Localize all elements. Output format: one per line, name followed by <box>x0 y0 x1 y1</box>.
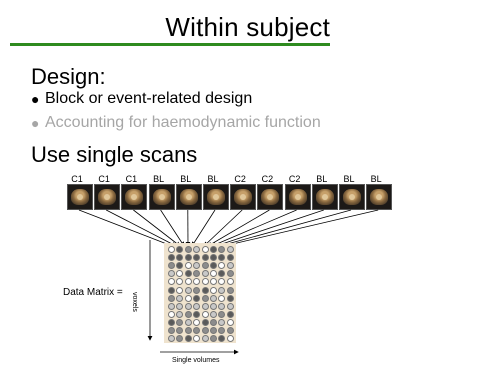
scan-to-matrix-arrow <box>212 210 297 246</box>
matrix-cell <box>210 270 217 277</box>
matrix-cell <box>210 254 217 261</box>
matrix-cell <box>193 311 200 318</box>
bullet-dot-icon: ● <box>31 91 40 107</box>
matrix-cell <box>210 262 217 269</box>
scan-to-matrix-arrow <box>220 210 351 246</box>
matrix-cell <box>218 303 225 310</box>
matrix-cell <box>210 311 217 318</box>
matrix-cell <box>185 262 192 269</box>
matrix-cell <box>176 287 183 294</box>
matrix-cell <box>185 246 192 253</box>
scan-label: C2 <box>261 174 274 184</box>
matrix-cell <box>176 246 183 253</box>
scan-label: BL <box>207 174 219 184</box>
matrix-cell <box>185 270 192 277</box>
matrix-cell <box>218 246 225 253</box>
matrix-cell <box>218 278 225 285</box>
matrix-cell <box>210 335 217 342</box>
matrix-cell <box>176 254 183 261</box>
matrix-cell <box>202 311 209 318</box>
matrix-cell <box>218 254 225 261</box>
matrix-cell <box>218 311 225 318</box>
matrix-cell <box>202 246 209 253</box>
matrix-cell <box>176 335 183 342</box>
matrix-cell <box>227 246 234 253</box>
scan-to-matrix-arrow <box>192 210 215 246</box>
matrix-cell <box>227 335 234 342</box>
bullet-text: Accounting for haemodynamic function <box>45 114 321 131</box>
matrix-cell <box>227 311 234 318</box>
single-volumes-axis-label: Single volumes <box>172 357 220 364</box>
matrix-cell <box>168 262 175 269</box>
matrix-cell <box>218 287 225 294</box>
data-matrix <box>164 243 236 343</box>
scan-to-matrix-arrow <box>224 210 378 246</box>
matrix-cell <box>202 327 209 334</box>
scan-to-matrix-arrow <box>216 210 324 246</box>
matrix-cell <box>210 246 217 253</box>
matrix-cell <box>210 295 217 302</box>
matrix-cell <box>227 270 234 277</box>
bullet-dot-icon: ● <box>31 115 40 131</box>
matrix-cell <box>168 327 175 334</box>
matrix-cell <box>210 287 217 294</box>
scan-label: BL <box>180 174 192 184</box>
voxels-axis-label: voxels <box>131 292 138 312</box>
matrix-cell <box>193 335 200 342</box>
bullet-text: Block or event-related design <box>45 90 253 107</box>
matrix-cell <box>202 254 209 261</box>
matrix-cell <box>202 287 209 294</box>
scan-to-matrix-arrow <box>161 210 184 246</box>
matrix-cell <box>218 319 225 326</box>
matrix-cell <box>218 335 225 342</box>
matrix-cell <box>185 254 192 261</box>
matrix-cell <box>193 327 200 334</box>
matrix-cell <box>227 327 234 334</box>
matrix-cell <box>168 311 175 318</box>
scan-label: BL <box>370 174 382 184</box>
matrix-cell <box>185 303 192 310</box>
matrix-cell <box>202 335 209 342</box>
scan-to-matrix-arrow <box>79 210 172 246</box>
scans-heading: Use single scans <box>31 142 198 167</box>
matrix-cell <box>227 287 234 294</box>
matrix-cell <box>168 246 175 253</box>
design-heading: Design: <box>31 64 106 89</box>
matrix-cell <box>168 319 175 326</box>
matrix-cell <box>176 319 183 326</box>
matrix-cell <box>227 262 234 269</box>
matrix-cell <box>185 335 192 342</box>
matrix-cell <box>193 262 200 269</box>
matrix-cell <box>168 303 175 310</box>
matrix-cell <box>193 287 200 294</box>
scan-to-matrix-arrow <box>106 210 176 246</box>
matrix-cell <box>185 311 192 318</box>
matrix-cell <box>176 262 183 269</box>
matrix-cell <box>193 246 200 253</box>
matrix-cell <box>202 319 209 326</box>
matrix-cell <box>202 262 209 269</box>
matrix-cell <box>210 303 217 310</box>
matrix-cell <box>202 295 209 302</box>
matrix-cell <box>193 319 200 326</box>
matrix-cell <box>176 295 183 302</box>
scan-label: C1 <box>125 174 138 184</box>
matrix-cell <box>176 303 183 310</box>
scan-to-matrix-arrow <box>204 210 242 246</box>
matrix-cell <box>185 287 192 294</box>
scan-label: BL <box>343 174 355 184</box>
matrix-cell <box>210 319 217 326</box>
matrix-cell <box>218 327 225 334</box>
matrix-cell <box>168 295 175 302</box>
matrix-cell <box>202 303 209 310</box>
matrix-cell <box>202 270 209 277</box>
matrix-cell <box>176 278 183 285</box>
matrix-cell <box>210 327 217 334</box>
matrix-cell <box>227 278 234 285</box>
matrix-cell <box>193 278 200 285</box>
matrix-cell <box>185 295 192 302</box>
matrix-cell <box>176 270 183 277</box>
scan-label: C2 <box>234 174 246 184</box>
matrix-cell <box>185 327 192 334</box>
slide-title: Within subject <box>165 12 330 42</box>
matrix-cell <box>193 295 200 302</box>
matrix-cell <box>168 278 175 285</box>
scan-label: C2 <box>288 174 301 184</box>
data-matrix-label: Data Matrix = <box>63 287 123 298</box>
matrix-cell <box>193 303 200 310</box>
matrix-cell <box>227 295 234 302</box>
matrix-cell <box>227 319 234 326</box>
matrix-cell <box>227 254 234 261</box>
matrix-cell <box>168 287 175 294</box>
scan-label: C1 <box>71 174 83 184</box>
matrix-cell <box>227 303 234 310</box>
matrix-cell <box>218 262 225 269</box>
matrix-cell <box>185 319 192 326</box>
matrix-cell <box>176 311 183 318</box>
scan-label: BL <box>316 174 328 184</box>
matrix-cell <box>218 295 225 302</box>
matrix-cell <box>210 278 217 285</box>
matrix-cell <box>185 278 192 285</box>
matrix-cell <box>218 270 225 277</box>
matrix-cell <box>193 270 200 277</box>
scan-label: BL <box>153 174 165 184</box>
matrix-cell <box>168 270 175 277</box>
scan-label: C1 <box>98 174 110 184</box>
matrix-cell <box>168 335 175 342</box>
matrix-cell <box>176 327 183 334</box>
matrix-cell <box>202 278 209 285</box>
matrix-cell <box>168 254 175 261</box>
matrix-cell <box>193 254 200 261</box>
